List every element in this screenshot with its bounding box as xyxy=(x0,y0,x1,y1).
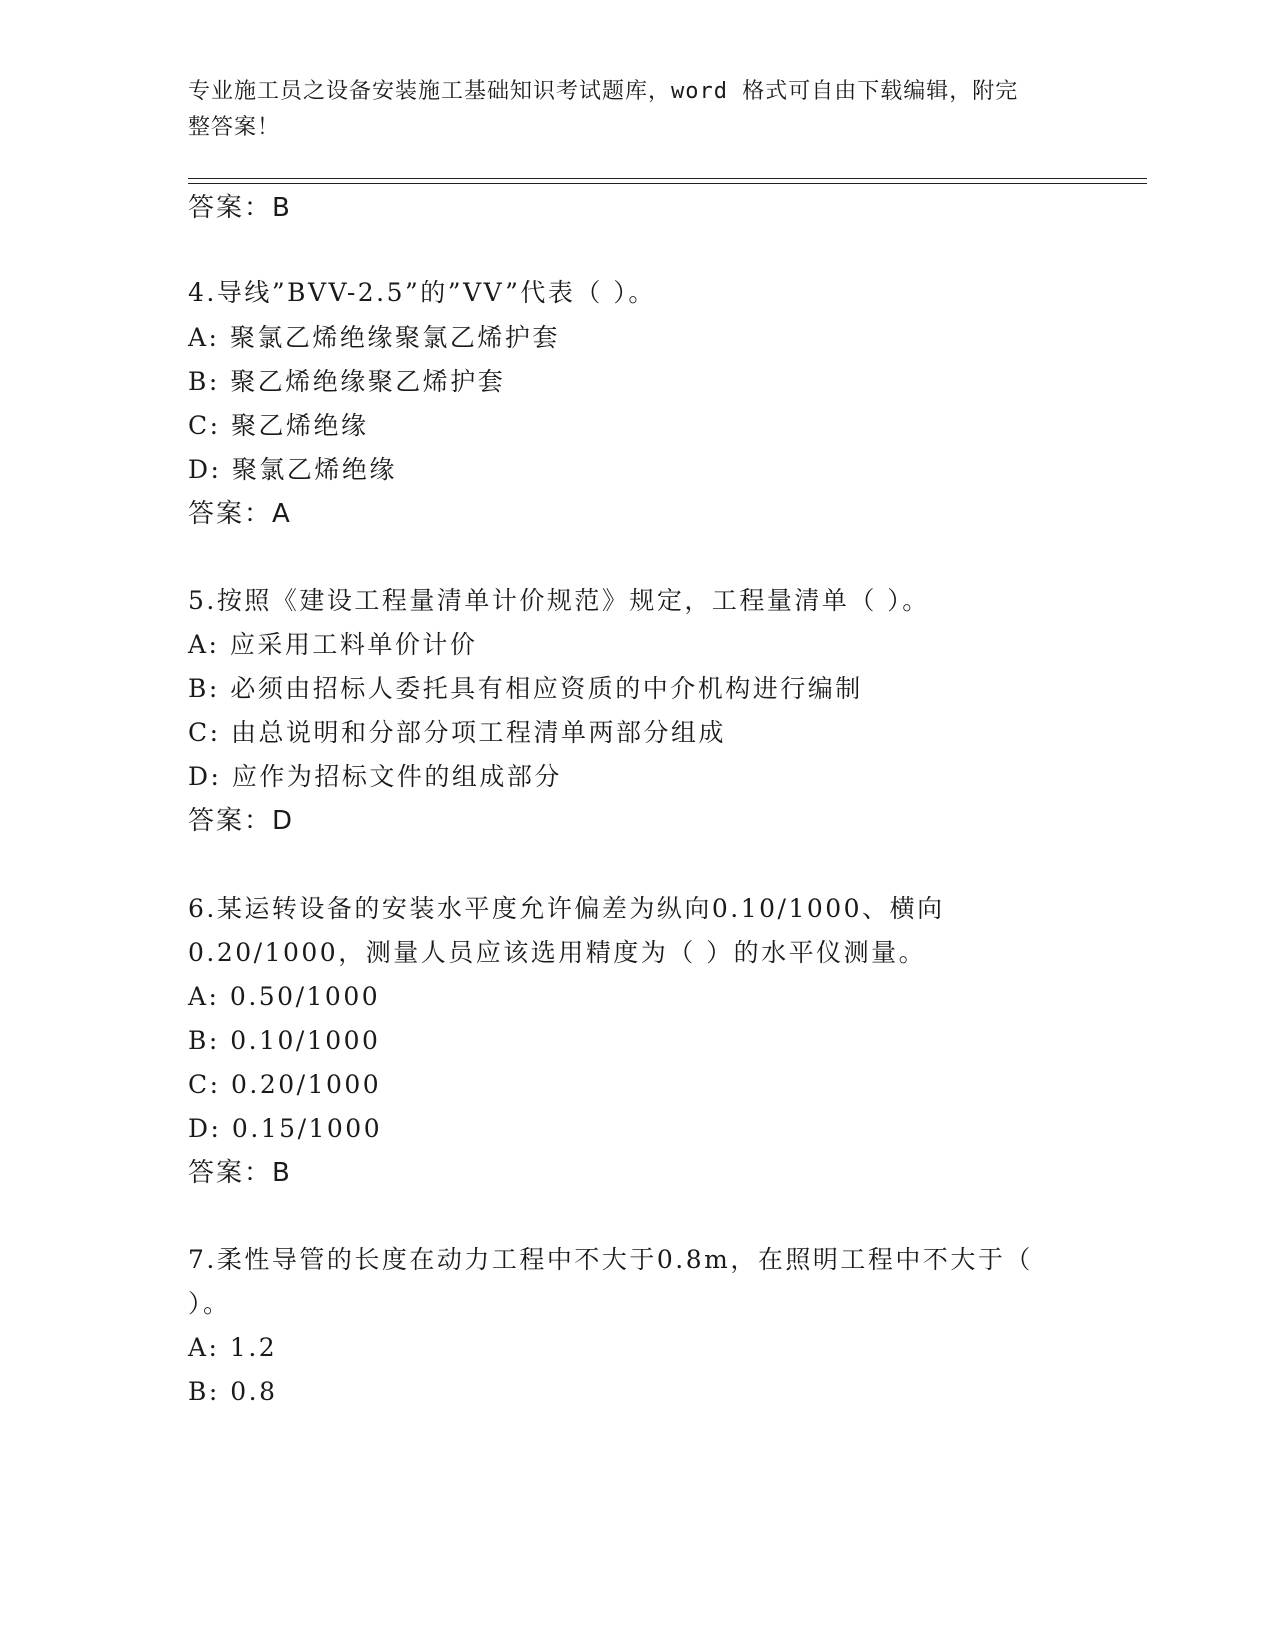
question-6-option-b: B: 0.10/1000 xyxy=(188,1026,381,1055)
question-5-option-d: D: 应作为招标文件的组成部分 xyxy=(188,762,562,791)
question-5-option-c: C: 由总说明和分部分项工程清单两部分组成 xyxy=(188,718,726,747)
question-6-option-a: A: 0.50/1000 xyxy=(188,982,381,1011)
question-6-option-d: D: 0.15/1000 xyxy=(188,1114,383,1143)
question-6-stem-line-2: 0.20/1000，测量人员应该选用精度为（ ）的水平仪测量。 xyxy=(188,938,927,967)
question-5-answer: 答案：D xyxy=(188,806,295,836)
document-header xyxy=(188,74,1068,146)
question-7-option-a: A: 1.2 xyxy=(188,1333,278,1362)
header-line-2: 整答案！ xyxy=(188,115,281,140)
header-line-1: 专业施工员之设备安装施工基础知识考试题库，word 格式可自由下载编辑，附完 xyxy=(188,79,1019,104)
question-7-stem-line-2: ）。 xyxy=(188,1289,231,1318)
question-6-stem-line-1: 6.某运转设备的安装水平度允许偏差为纵向0.10/1000、横向 xyxy=(188,894,945,923)
question-4-stem: 4.导线”BVV-2.5”的”VV”代表（ ）。 xyxy=(188,278,656,307)
question-5-option-a: A: 应采用工料单价计价 xyxy=(188,630,478,659)
question-4-option-d: D: 聚氯乙烯绝缘 xyxy=(188,455,397,484)
question-7-stem-line-1: 7.柔性导管的长度在动力工程中不大于0.8m，在照明工程中不大于（ xyxy=(188,1245,1033,1274)
question-4-option-c: C: 聚乙烯绝缘 xyxy=(188,411,369,440)
question-5-stem: 5.按照《建设工程量清单计价规范》规定，工程量清单（ ）。 xyxy=(188,586,930,615)
header-divider-bottom xyxy=(188,183,1147,184)
question-6-option-c: C: 0.20/1000 xyxy=(188,1070,382,1099)
question-6-answer: 答案：B xyxy=(188,1158,292,1188)
question-5-option-b: B: 必须由招标人委托具有相应资质的中介机构进行编制 xyxy=(188,674,863,703)
question-4-option-a: A: 聚氯乙烯绝缘聚氯乙烯护套 xyxy=(188,323,560,352)
question-7-option-b: B: 0.8 xyxy=(188,1377,278,1406)
question-4-option-b: B: 聚乙烯绝缘聚乙烯护套 xyxy=(188,367,506,396)
answer-prev: 答案：B xyxy=(188,193,292,223)
header-divider-top xyxy=(188,178,1147,179)
question-4-answer: 答案：A xyxy=(188,499,292,529)
